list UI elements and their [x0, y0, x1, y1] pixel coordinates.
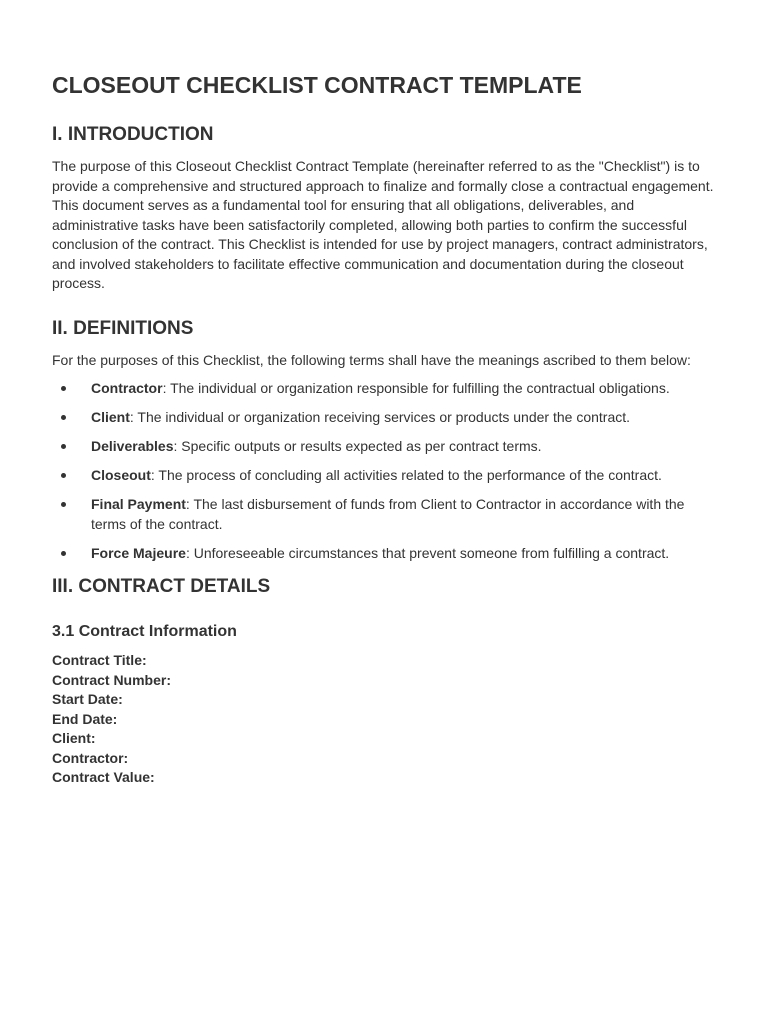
field-contract-title: Contract Title: [52, 652, 147, 668]
definition-item-final-payment [52, 495, 722, 534]
definitions-intro: For the purposes of this Checklist, the following terms shall have the meanings ascribed to them below: [52, 351, 691, 368]
introduction-paragraph: The purpose of this Closeout Checklist Contract Template (hereinafter referred to as the "Checklist") is to provide a comprehensive and structured approach to finalize and formally close a contractual engagement. This document serves as a fundamental tool for ensuring that all obligations, deliverables, and administrative tasks have been satisfactorily completed, allowing both parties to confirm the successful conclusion of the contract. This Checklist is intended for use by project managers, contract administrators, and involved stakeholders to facilitate effective communication and documentation during the closeout process. [52, 158, 714, 291]
definition-item-contractor [52, 379, 722, 399]
bullet-icon [61, 415, 66, 420]
field-end-date: End Date: [52, 710, 118, 727]
contract-fields [52, 651, 722, 788]
bullet-icon [61, 444, 66, 449]
definition-term: Client [91, 409, 130, 425]
definition-description: : Specific outputs or results expected as per contract terms. [173, 438, 542, 454]
bullet-icon [61, 473, 66, 478]
definition-description: : Unforeseeable circumstances that prevent someone from fulfilling a contract. [185, 544, 670, 561]
definition-description: : The process of concluding all activities related to the performance of the contract. [150, 467, 662, 483]
introduction-heading: I. INTRODUCTION [52, 124, 214, 145]
field-start-date: Start Date: [52, 691, 123, 707]
bullet-icon [61, 551, 66, 556]
definition-description: : The last disbursement of funds from Client to Contractor in accordance with the terms of the contract. [91, 496, 685, 532]
definition-description: : The individual or organization receiving services or products under the contract. [129, 409, 631, 425]
contract-details-heading: III. CONTRACT DETAILS [52, 576, 271, 597]
definition-item-closeout [52, 466, 722, 486]
document-title: CLOSEOUT CHECKLIST CONTRACT TEMPLATE [52, 72, 582, 98]
field-contract-value: Contract Value: [52, 769, 155, 785]
definition-term: Closeout [91, 467, 151, 483]
definitions-list [52, 379, 722, 563]
field-client: Client: [52, 730, 96, 746]
bullet-icon [61, 502, 66, 507]
contract-information-heading: 3.1 Contract Information [52, 623, 237, 640]
definitions-heading: II. DEFINITIONS [52, 317, 194, 339]
definition-description: : The individual or organization responsible for fulfilling the contractual obligations. [162, 380, 670, 396]
document-page [52, 68, 722, 788]
definition-term: Contractor [91, 380, 163, 396]
definition-item-force-majeure [52, 544, 722, 564]
definition-item-client [52, 408, 722, 428]
definition-item-deliverables [52, 437, 722, 457]
bullet-icon [61, 386, 66, 391]
definition-term: Final Payment [91, 496, 186, 512]
field-contract-number: Contract Number: [52, 671, 172, 688]
field-contractor: Contractor: [52, 749, 129, 766]
definition-term: Deliverables [91, 438, 174, 454]
definition-term: Force Majeure [91, 544, 186, 561]
